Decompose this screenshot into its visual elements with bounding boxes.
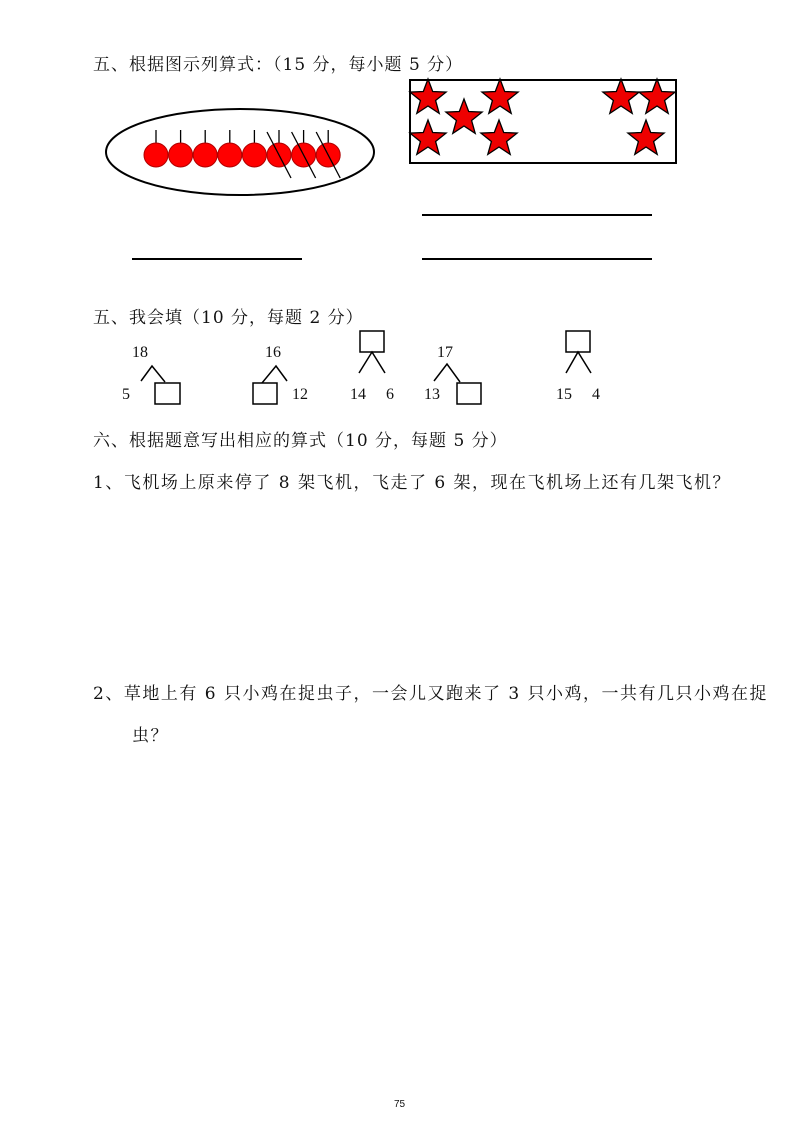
bond-5 xyxy=(566,331,591,373)
bond-1 xyxy=(141,366,180,404)
question-2-line-2: 虫？ xyxy=(132,726,169,746)
bond-3 xyxy=(359,331,385,373)
star xyxy=(603,79,639,113)
bond-4 xyxy=(434,364,481,404)
beads-layer xyxy=(144,130,340,178)
section-heading-word: 六、根据题意写出相应的算式（10 分，每题 5 分） xyxy=(93,431,508,451)
star xyxy=(482,79,518,113)
stars-layer xyxy=(410,79,675,154)
bead xyxy=(144,143,168,167)
answer-box[interactable] xyxy=(253,383,277,404)
bond-4-top: 17 xyxy=(437,344,453,361)
bond-4-left: 13 xyxy=(424,386,440,403)
bond-2 xyxy=(253,366,287,404)
bond-5-right: 4 xyxy=(592,386,600,403)
bond-1-left: 5 xyxy=(122,386,130,403)
section-heading-fill: 五、我会填（10 分，每题 2 分） xyxy=(93,308,364,328)
answer-box[interactable] xyxy=(566,331,590,352)
bond-2-right: 12 xyxy=(292,386,308,403)
star xyxy=(446,99,482,133)
bond-2-top: 16 xyxy=(265,344,281,361)
star xyxy=(628,120,664,154)
bead xyxy=(218,143,242,167)
star xyxy=(639,79,675,113)
bead xyxy=(169,143,193,167)
star xyxy=(481,120,517,154)
bond-1-top: 18 xyxy=(132,344,148,361)
answer-box[interactable] xyxy=(360,331,384,352)
page-number: 75 xyxy=(394,1099,406,1110)
star xyxy=(410,120,446,154)
star xyxy=(410,79,446,113)
bond-3-right: 6 xyxy=(386,386,394,403)
bead xyxy=(242,143,266,167)
question-1: 1、飞机场上原来停了 8 架飞机，飞走了 6 架，现在飞机场上还有几架飞机？ xyxy=(93,473,732,493)
bond-5-left: 15 xyxy=(556,386,572,403)
answer-box[interactable] xyxy=(457,383,481,404)
bead xyxy=(193,143,217,167)
question-2-line-1: 2、草地上有 6 只小鸡在捉虫子，一会儿又跑来了 3 只小鸡，一共有几只小鸡在捉 xyxy=(93,684,769,704)
bond-3-left: 14 xyxy=(350,386,366,403)
section-heading-picture: 五、根据图示列算式：（15 分，每小题 5 分） xyxy=(93,55,464,75)
answer-box[interactable] xyxy=(155,383,180,404)
